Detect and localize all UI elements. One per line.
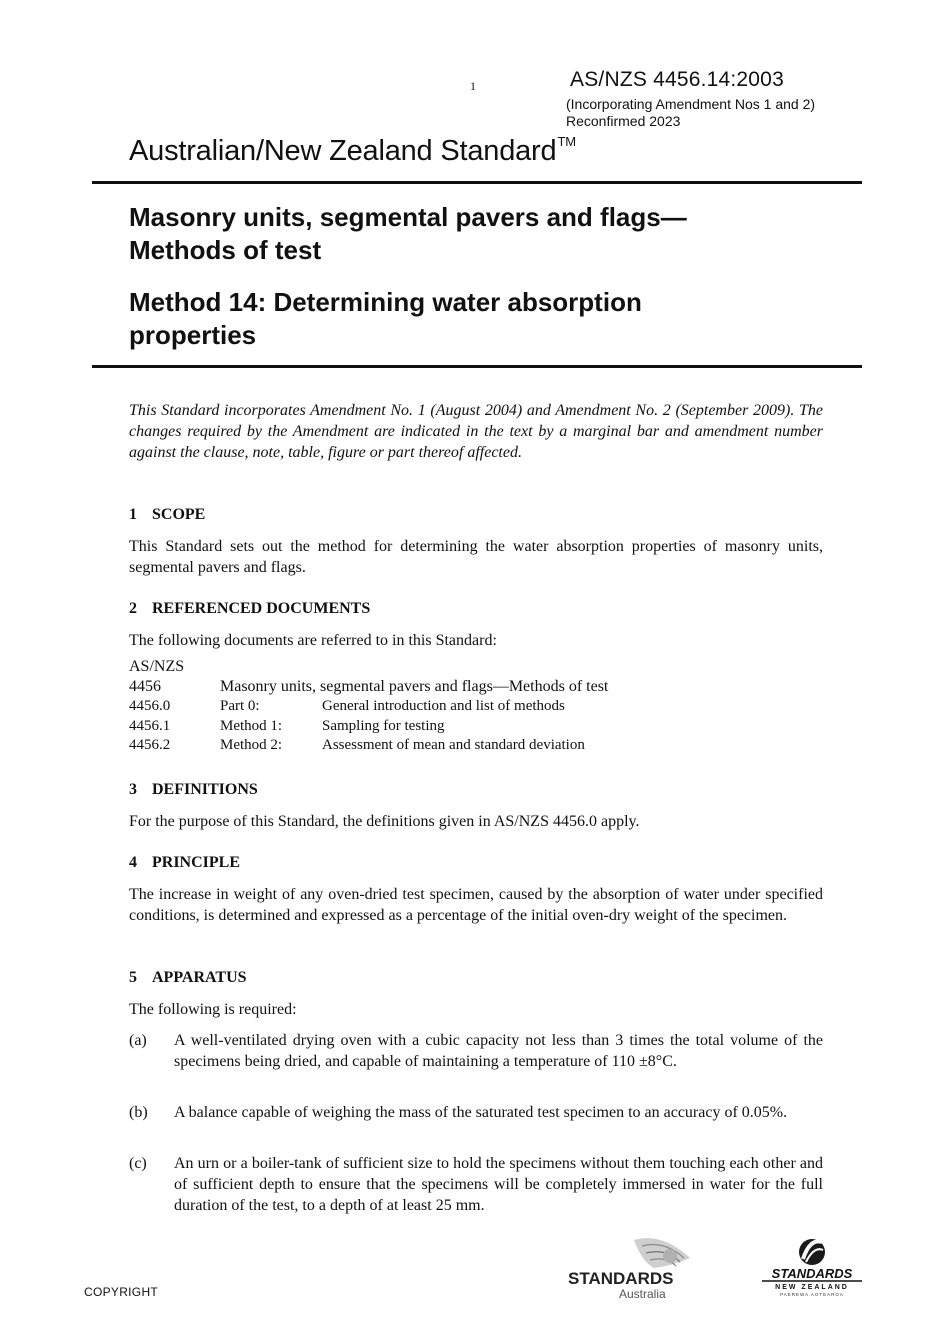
item-label: (a) [129,1032,147,1049]
document-title [129,201,829,267]
referenced-documents-list [129,657,608,756]
standards-new-zealand-emblem-icon [799,1239,825,1265]
item-text: A balance capable of weighing the mass of the saturated test specimen to an accuracy of 0.05%. [174,1104,788,1121]
ref-code: 4456.0 [129,698,171,714]
standard-type-text: Australian/New Zealand Standard [129,135,557,167]
snz-logo-maori: PAEREWA AOTEAROA [780,1292,844,1297]
ref-title: General introduction and list of methods [322,698,565,714]
referenced-intro: The following documents are referred to in this Standard: [129,632,497,649]
sa-logo-subtext: Australia [619,1287,666,1301]
section-heading-definitions [129,781,258,799]
section-title: SCOPE [152,506,206,523]
section-number: 3 [129,781,137,798]
section-number: 2 [129,600,137,617]
section-heading-referenced-documents [129,600,370,618]
ref-part: Method 2: [220,737,283,753]
item-label: (c) [129,1155,147,1172]
amendment-preface: This Standard incorporates Amendment No. 1 (August 2004) and Amendment No. 2 (September 2009). The changes required by the Amendment are indicated in the text by a marginal bar and amendment number against the clause, note, table, figure or part thereof affected. [129,402,823,461]
section-number: 5 [129,969,137,986]
item-text: A well-ventilated drying oven with a cubic capacity not less than 3 times the total volume of the specimens being dried, and capable of maintaining a temperature of 110 ±8°C. [174,1032,823,1070]
standard-type-title [129,134,576,168]
amendment-line: (Incorporating Amendment Nos 1 and 2) [566,96,816,112]
method-title [129,286,829,352]
definitions-text: For the purpose of this Standard, the definitions given in AS/NZS 4456.0 apply. [129,813,640,830]
section-number: 4 [129,854,137,871]
ref-row-main [129,677,608,697]
ref-title: Sampling for testing [322,717,445,734]
ref-title: Assessment of mean and standard deviation [322,737,585,753]
ref-row [129,697,608,717]
section-number: 1 [129,506,137,523]
top-rule [92,181,862,184]
bottom-rule [92,365,862,368]
ref-group: AS/NZS [129,658,185,675]
sa-logo-text: STANDARDS [568,1269,674,1288]
apparatus-item [129,1030,823,1072]
ref-row [129,717,608,737]
standards-australia-logo [562,1232,692,1302]
ref-group-label [129,657,608,677]
title-line-1: Masonry units, segmental pavers and flags— [129,202,687,232]
copyright-notice: COPYRIGHT [84,1285,159,1299]
scope-text: This Standard sets out the method for determining the water absorption properties of masonry units, segmental pavers and flags. [129,538,823,576]
ref-code: 4456.1 [129,717,171,734]
standards-australia-globe-icon [634,1238,690,1268]
item-text: An urn or a boiler-tank of sufficient size to hold the specimens without them touching each other and of sufficient depth to ensure that the specimens will be completely immersed in water for the full duration of the test, to a depth of at least 25 mm. [174,1155,823,1214]
item-label: (b) [129,1104,148,1121]
apparatus-intro: The following is required: [129,1001,297,1018]
section-title: APPARATUS [152,969,247,986]
ref-code: 4456 [129,678,161,695]
section-title: PRINCIPLE [152,854,241,871]
title-line-2: Methods of test [129,235,322,265]
ref-title: Masonry units, segmental pavers and flags—Methods of test [220,678,609,695]
standards-new-zealand-logo [756,1232,868,1300]
section-heading-apparatus [129,969,247,987]
section-title: REFERENCED DOCUMENTS [152,600,371,617]
apparatus-item [129,1102,823,1123]
section-title: DEFINITIONS [152,781,258,798]
ref-part: Part 0: [220,698,260,714]
snz-logo-subtext: NEW ZEALAND [775,1284,849,1291]
section-heading-principle [129,854,240,872]
method-title-line-1: Method 14: Determining water absorption [129,287,642,317]
principle-text: The increase in weight of any oven-dried test specimen, caused by the absorption of water under specified conditions, is determined and expressed as a percentage of the initial oven-dry weight of the specimen. [129,886,823,924]
ref-row [129,736,608,756]
trademark-mark: TM [557,134,576,149]
method-title-line-2: properties [129,320,257,350]
page-number: 1 [470,79,476,93]
section-heading-scope [129,506,205,524]
standard-number: AS/NZS 4456.14:2003 [570,68,784,91]
snz-logo-text: STANDARDS [771,1266,853,1281]
ref-code: 4456.2 [129,737,171,753]
reconfirmed-line: Reconfirmed 2023 [566,113,681,129]
apparatus-item [129,1153,823,1216]
ref-part: Method 1: [220,717,283,734]
